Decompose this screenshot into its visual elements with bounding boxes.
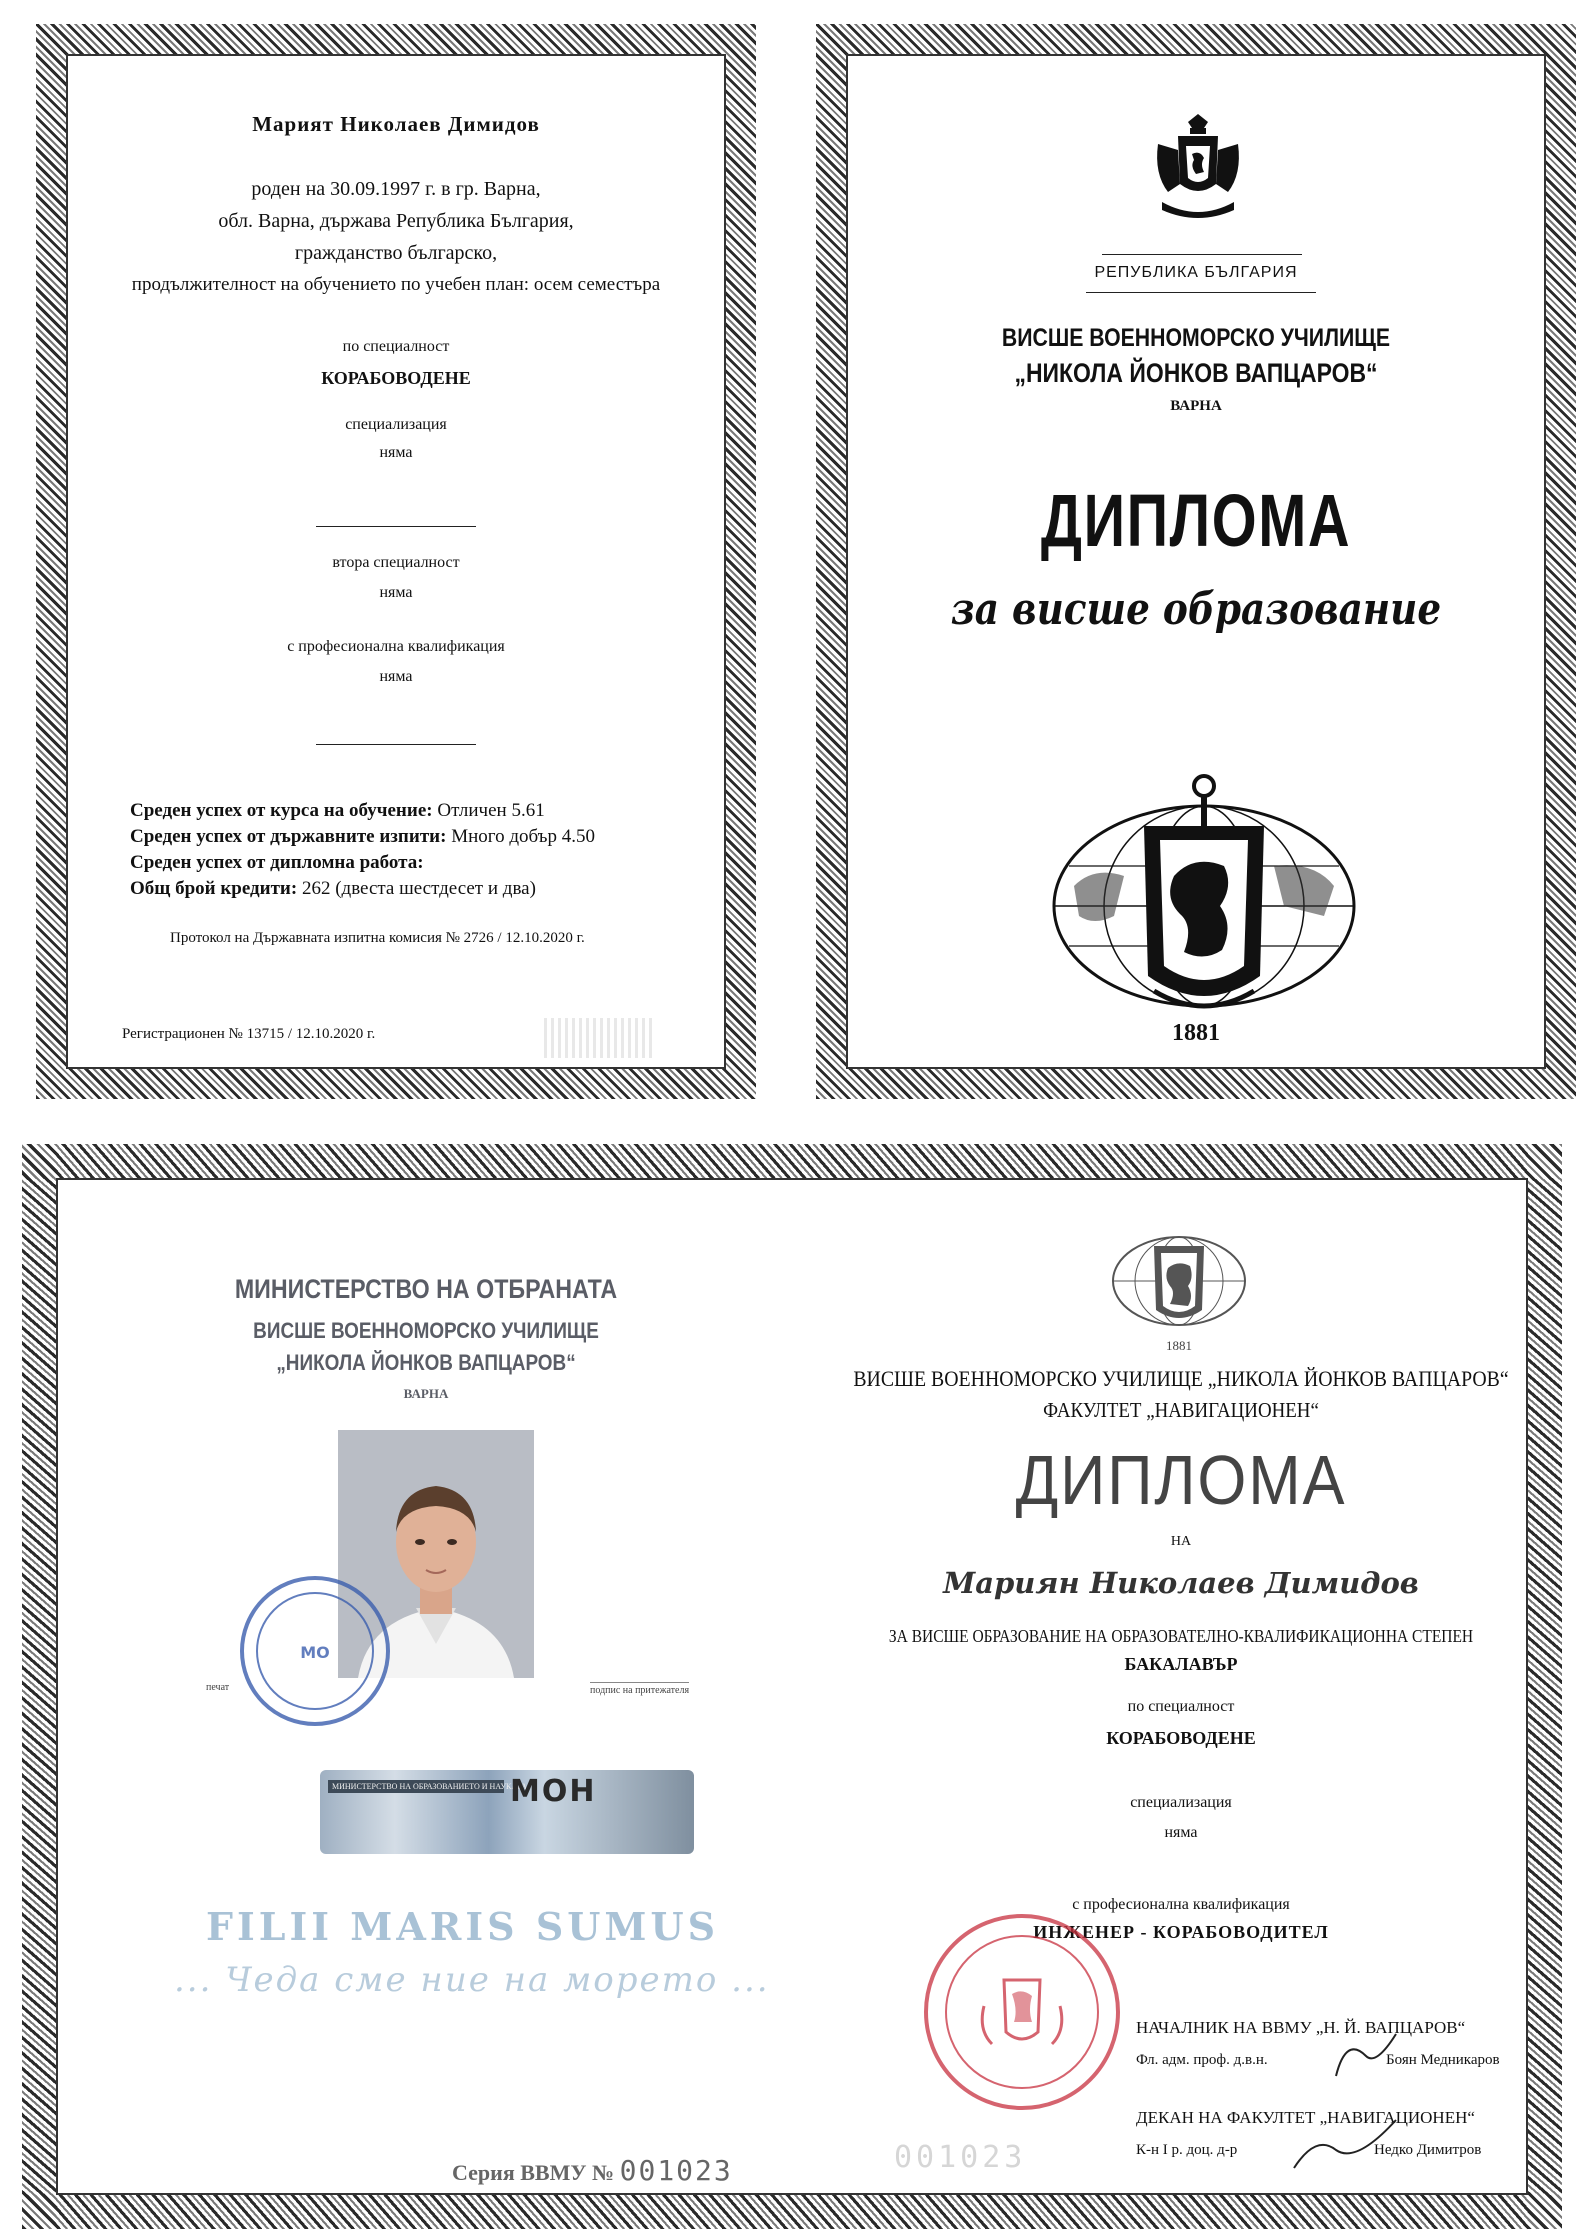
citizenship-line: гражданство българско,: [294, 242, 498, 264]
specialization-value: няма: [379, 444, 413, 461]
qualification-value: няма: [379, 668, 413, 685]
series-label: Серия ВВМУ №: [452, 2160, 615, 2185]
school-full-name: ВИСШЕ ВОЕННОМОРСКО УЧИЛИЩЕ „НИКОЛА ЙОНКОВ ВАПЦАРОВ“: [853, 1366, 1509, 1391]
naval-school-emblem-icon: [1034, 766, 1374, 1026]
stat-thesis: [130, 852, 424, 874]
stat-value: 262 (двеста шестдесет и два): [301, 878, 536, 899]
ministry-title: МИНИСТЕРСТВО НА ОТБРАНАТА: [234, 1274, 618, 1304]
diploma-title: ДИПЛОМА: [1040, 479, 1352, 562]
head-name: Боян Медникаров: [1386, 2052, 1500, 2068]
embossed-serial-number: 001023: [894, 2140, 1027, 2175]
registration-line: Регистрационен № 13715 / 12.10.2020 г.: [122, 1026, 376, 1042]
school-line-2: „НИКОЛА ЙОНКОВ ВАПЦАРОВ“: [276, 1350, 576, 1375]
signature-label: подпис на притежателя: [590, 1682, 689, 1696]
security-hologram: [320, 1770, 694, 1854]
diploma-cover-page: [816, 24, 1576, 1099]
naval-school-emblem-small-icon: [1104, 1226, 1254, 1336]
diploma-subtitle: за висше образование: [950, 584, 1442, 635]
diploma-inner-left-page: [36, 24, 756, 1099]
stat-label: Среден успех от дипломна работа:: [130, 852, 424, 873]
region-line: обл. Варна, държава Република България,: [218, 210, 574, 232]
specialization-value: няма: [1164, 1824, 1198, 1841]
dean-name: Недко Димитров: [1374, 2142, 1482, 2158]
seal-icon: [244, 1580, 386, 1722]
head-rank: Фл. адм. проф. д.в.н.: [1136, 2052, 1268, 2068]
stat-label: Среден успех от държавните изпити:: [130, 826, 447, 847]
blue-official-seal: [240, 1576, 390, 1726]
stat-credits: [130, 878, 536, 900]
embossed-serial-mark: [544, 1018, 654, 1058]
series-row: [452, 2154, 733, 2187]
birth-line: роден на 30.09.1997 г. в гр. Варна,: [251, 178, 541, 200]
motto-bulgarian: ... Чеда сме ние на морето ...: [174, 1960, 770, 2000]
red-ministry-seal: [924, 1914, 1120, 2110]
city-label: ВАРНА: [1170, 398, 1222, 414]
city-label: ВАРНА: [403, 1386, 449, 1401]
blank-line: [316, 744, 476, 745]
stat-value: Отличен 5.61: [437, 800, 545, 821]
series-number: 001023: [619, 2154, 733, 2187]
motto-latin: FILII MARIS SUMUS: [206, 1904, 720, 1949]
founding-year: 1881: [1172, 1020, 1220, 1046]
seal-icon: [928, 1918, 1116, 2106]
stat-label: Общ брой кредити:: [130, 878, 298, 899]
holder-name: Марият Николаев Димидов: [252, 112, 540, 136]
to-label: НА: [1170, 1534, 1192, 1549]
hologram-logo: МОН: [510, 1774, 597, 1809]
specialty-value: КОРАБОВОДЕНЕ: [321, 368, 471, 388]
qualification-label: с професионална квалификация: [1072, 1896, 1290, 1913]
bulgarian-coat-of-arms-icon: [1150, 114, 1246, 224]
founding-year-small: 1881: [1166, 1338, 1192, 1353]
holder-name: Мариян Николаев Димидов: [943, 1566, 1419, 1600]
school-line-1: ВИСШЕ ВОЕННОМОРСКО УЧИЛИЩЕ: [1001, 324, 1391, 352]
dean-rank: К-н I р. доц. д-р: [1136, 2142, 1238, 2158]
svg-text:МО: МО: [300, 1643, 330, 1662]
specialty-label: по специалност: [1127, 1698, 1235, 1715]
head-title: НАЧАЛНИК НА ВВМУ „Н. Й. ВАПЦАРОВ“: [1136, 2018, 1466, 2037]
divider-line: [1086, 292, 1316, 293]
divider-line: [1102, 254, 1302, 255]
hologram-text: МИНИСТЕРСТВО НА ОБРАЗОВАНИЕТО И НАУКАТА: [328, 1780, 504, 1793]
specialization-label: специализация: [1130, 1794, 1232, 1811]
second-specialty-label: втора специалност: [332, 554, 460, 571]
dean-title: ДЕКАН НА ФАКУЛТЕТ „НАВИГАЦИОНЕН“: [1136, 2108, 1475, 2127]
school-line-2: „НИКОЛА ЙОНКОВ ВАПЦАРОВ“: [1014, 358, 1378, 388]
degree-value: БАКАЛАВЪР: [1124, 1654, 1238, 1674]
stat-value: Много добър 4.50: [451, 826, 596, 847]
specialization-label: специализация: [345, 416, 447, 433]
qualification-label: с професионална квалификация: [287, 638, 505, 655]
blank-line: [316, 526, 476, 527]
degree-line: ЗА ВИСШЕ ОБРАЗОВАНИЕ НА ОБРАЗОВАТЕЛНО-КВАЛИФИКАЦИОННА СТЕПЕН: [888, 1626, 1474, 1646]
republic-label: РЕПУБЛИКА БЪЛГАРИЯ: [1094, 264, 1298, 281]
diploma-title: ДИПЛОМА: [1015, 1441, 1347, 1519]
seal-label: печат: [206, 1682, 230, 1693]
duration-line: продължителност на обучението по учебен план: осем семестъра: [131, 274, 661, 295]
qualification-value: ИНЖЕНЕР - КОРАБОВОДИТЕЛ: [1033, 1922, 1329, 1942]
stat-label: Среден успех от курса на обучение:: [130, 800, 433, 821]
diploma-main-spread: [22, 1144, 1562, 2229]
stat-state-exams: [130, 826, 595, 848]
specialty-label: по специалност: [342, 338, 450, 355]
protocol-line: Протокол на Държавната изпитна комисия № 2726 / 12.10.2020 г.: [170, 930, 585, 946]
second-specialty-value: няма: [379, 584, 413, 601]
school-line-1: ВИСШЕ ВОЕННОМОРСКО УЧИЛИЩЕ: [253, 1318, 599, 1343]
stat-course-average: [130, 800, 545, 822]
faculty-name: ФАКУЛТЕТ „НАВИГАЦИОНЕН“: [1043, 1398, 1319, 1422]
specialty-value: КОРАБОВОДЕНЕ: [1106, 1728, 1256, 1748]
